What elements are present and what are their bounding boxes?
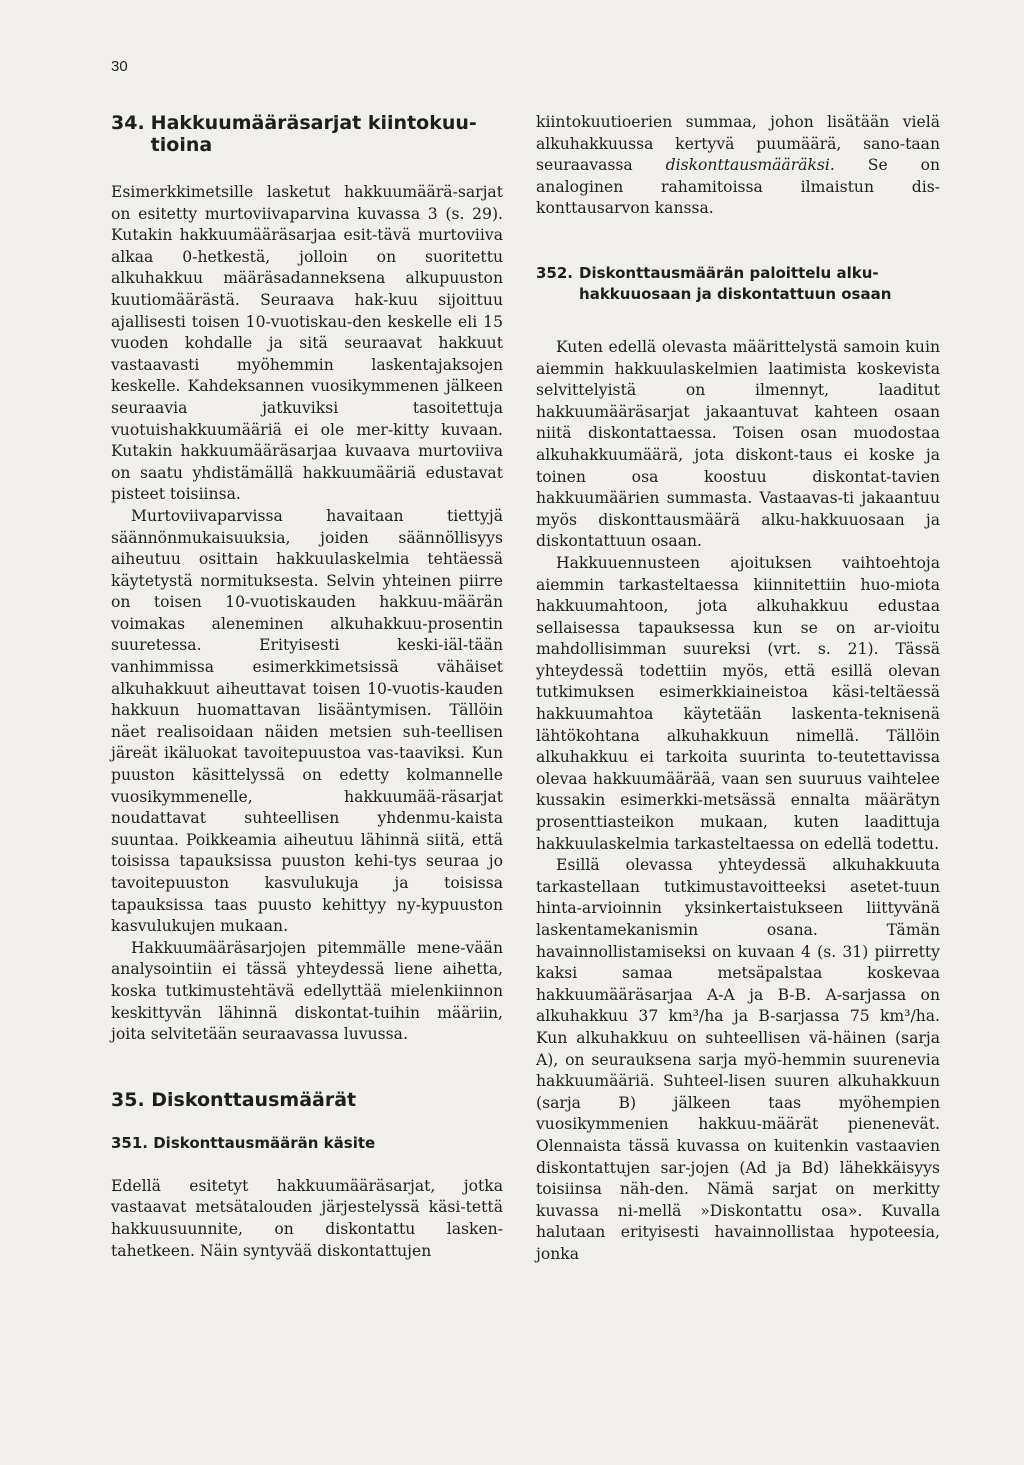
paragraph: Esillä olevassa yhteydessä alkuhakkuuta tarkastellaan tutkimustavoitteeksi asetet-tuun hinta-arvioinnin yksinkertaistukseen liittyvänä laskentamekanismin osana. Tämän havainnollistamiseksi on kuvaan 4 (s. 31) piirretty kaksi samaa metsäpalstaa koskevaa hakkuumääräsarjaa A-A ja B-B. A-sarjassa on alkuhakkuu 37 km³/ha ja B-sarjassa 75 km³/ha. Kun alkuhakkuu on suhteellisen vä-häinen (sarja A), on seurauksena sarja myö-hemmin suurenevia hakkuumääriä. Suhteel-lisen suuren alkuhakkuun (sarja B) jälkeen taas myöhempien vuosikymmenien hakkuu-määrät pienenevät. Olennaista tässä kuvassa on kuitenkin vastaavien diskontattujen sar-jojen (Ad ja Bd) lähekkäisyys toisiinsa näh-den. Nämä sarjat on merkitty kuvassa ni-mellä »Diskontattu osa». Kuvalla halutaan erityisesti havainnollistaa hypoteesia, jonka — [536, 856, 940, 1263]
section-34-number: 34. — [111, 112, 145, 134]
italic-term: diskonttausmääräksi. — [665, 156, 835, 175]
paragraph: Hakkuumääräsarjojen pitemmälle mene-vään analysointiin ei tässä yhteydessä liene aihetta, koska tutkimustehtävä edellyttää mielenkiinnon keskittyvän lähinnä diskontat-tuihin määriin, joita selvitetään seuraavassa luvussa. — [111, 938, 503, 1044]
paragraph-text: Se on analoginen rahamitoissa ilmaistun dis-konttausarvon kanssa. — [536, 156, 941, 218]
paragraph: Hakkuuennusteen ajoituksen vaihtoehtoja aiemmin tarkasteltaessa kiinnitettiin huo-miota hakkuumahtoon, jota alkuhakkuu edustaa sellaisessa tapauksessa kun se on ar-vioitu mahdollisimman suureksi (vrt. s. 21). Tässä yhteydessä todettiin myös, että esillä olevan tutkimuksen esimerkkiaineistoa käsi-teltäessä hakkuumahtoa käytetään laskenta-teknisenä lähtökohtana alkuhakkuun nimellä. Tällöin alkuhakkuu ei tarkoita suurinta to-teutettavissa olevaa hakkuumäärää, vaan sen suuruus vaihtelee kussakin esimerkki-metsässä ennalta määrätyn prosenttiasteikon mukaan, kuten laadittuja hakkuulaskelmia tarkasteltaessa on edellä todettu. — [536, 553, 940, 853]
section-352-number: 352. — [536, 263, 574, 282]
section-351-heading: 351. Diskonttausmäärän käsite — [111, 1133, 376, 1152]
page-number: 30 — [111, 58, 128, 75]
paragraph: Murtoviivaparvissa havaitaan tiettyjä säännönmukaisuuksia, joiden säännöllisyys aiheutuu osittain hakkuulaskelmia tehtäessä käytetystä normituksesta. Selvin yhteinen piirre on toisen 10-vuotiskauden hakkuu-määrän voimakas aleneminen alkuhakkuu-prosentin suuretessa. Erityisesti keski-iäl-tään vanhimmissa esimerkkimetsissä vähäiset alkuhakkuut aiheuttavat toisen 10-vuotis-kauden hakkuun huomattavan lisääntymisen. Tällöin näet realisoidaan näiden metsien suh-teellisen järeät ikäluokat tavoitepuustoa vas-taaviksi. Kun puuston käsittelyssä on edetty kolmannelle vuosikymmenelle, hakkuumää-räsarjat noudattavat suhteellisen yhdenmu-kaista suuntaa. Poikkeamia aiheutuu lähinnä siitä, että toisissa tapauksissa puuston kehi-tys seuraa jo tavoitepuuston kasvulukuja ja toisissa tapauksissa taas puusto kehittyy ny-kypuuston kasvulukujen mukaan. — [111, 506, 503, 936]
section-34-heading — [111, 112, 503, 156]
right-column — [536, 112, 940, 1266]
paragraph: Kuten edellä olevasta määrittelystä samoin kuin aiemmin hakkuulaskelmien laatimista koskevista selvittelyistä on ilmennyt, laaditut hakkuumääräsarjat jakaantuvat kahteen osaan niitä diskontattaessa. Toisen osan muodostaa alkuhakkuumäärä, jota diskont-taus ei koske ja toinen osa koostuu diskontat-tavien hakkuumäärien summasta. Vastaavas-ti jakaantuu myös diskonttausmäärä alku-hakkuuosaan ja diskontattuun osaan. — [536, 337, 940, 551]
left-column — [111, 112, 503, 1262]
paragraph: Edellä esitetyt hakkuumääräsarjat, jotka vastaavat metsätalouden järjestelyssä käsi-tettä hakkuusuunnite, on diskontattu lasken-tahetkeen. Näin syntyvää diskontattujen — [111, 1176, 503, 1260]
section-352-title: Diskonttausmäärän paloittelu alku-hakkuuosaan ja diskontattuun osaan — [579, 263, 892, 303]
paragraph-text: kiintokuutioerien summaa, johon lisätään vielä alkuhakkuussa kertyvä puumäärä, sano-taan seuraavassa — [536, 113, 940, 175]
paragraph — [536, 112, 940, 220]
section-35-heading: 35. Diskonttausmäärät — [111, 1088, 357, 1111]
section-352-heading — [536, 263, 940, 305]
section-34-title: Hakkuumääräsarjat kiintokuu-tioina — [150, 112, 477, 156]
paragraph: Esimerkkimetsille lasketut hakkuumäärä-sarjat on esitetty murtoviivaparvina kuvassa 3 (s. 29). Kutakin hakkuumääräsarjaa esit-tävä murtoviiva alkaa 0-hetkestä, jolloin on suoritettu alkuhakkuu määräsadanneksena alkupuuston kuutiomäärästä. Seuraava hak-kuu sijoittuu ajallisesti toisen 10-vuotiskau-den keskelle eli 15 vuoden kohdalle ja sitä seuraavat hakkuut vastaavasti myöhemmin laskentajaksojen keskelle. Kahdeksannen vuosikymmenen jälkeen seuraavia jatkuviksi tasoitettuja vuotuishakkuumääriä ei ole mer-kitty kuvaan. Kutakin hakkuumääräsarjaa kuvaava murtoviiva on saatu yhdistämällä hakkuumääriä edustavat pisteet toisiinsa. — [111, 183, 503, 504]
